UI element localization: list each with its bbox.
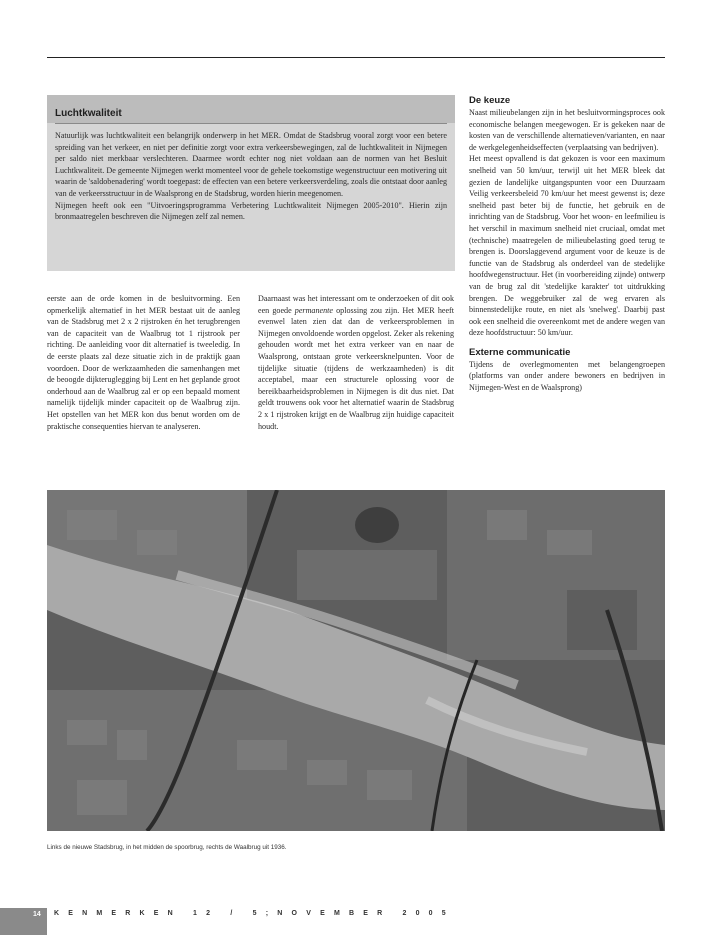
top-rule: [47, 57, 665, 58]
column-2-text: [258, 293, 454, 432]
page-number: 14: [33, 911, 41, 918]
column-1-text: eerste aan de orde komen in de besluitvorming. Een opmerkelijk alternatief in het MER bestaat uit de aanleg van de Stadsbrug met 2 x 2 rijstroken én het terugbrengen van de capaciteit van de Waalbrug tot 1 rijstrook per richting. De aanleiding voor dit alternatief is tweeledig. In de eerste plaats zal deze situatie zich in de praktijk gaan voordoen. Door de werkzaamheden die samenhangen met de beoogde dijkteruglegging bij Lent en het geplande groot onderhoud aan de Waalbrug zal er op een bepaald moment namelijk tijdelijk minder capaciteit op de Waalbrug zijn. Het opstellen van het MER kon dus benut worden om de praktische consequenties hiervan te analyseren.: [47, 294, 240, 431]
body-column-2: [258, 293, 454, 432]
box-title: Luchtkwaliteit: [55, 108, 122, 119]
column-2-emphasis: permanente: [294, 305, 334, 315]
communicatie-text: Tijdens de overlegmomenten met belangengroepen (platforms van onder andere bewoners en bedrijven in Nijmegen-West en de Waalsprong): [469, 359, 665, 393]
heading-de-keuze: De keuze: [469, 95, 511, 106]
body-column-1: [47, 293, 240, 432]
body-column-3: [469, 95, 665, 394]
photo-caption: Links de nieuwe Stadsbrug, in het midden de spoorbrug, rechts de Waalbrug uit 1936.: [47, 844, 287, 851]
running-footer-title: KENMERKEN 12 / 5;NOVEMBER 2005: [54, 910, 455, 917]
heading-externe-communicatie: Externe communicatie: [469, 346, 571, 358]
luchtkwaliteit-box: [47, 95, 455, 271]
keuze-paragraph-2: Het meest opvallend is dat gekozen is voor een maximum snelheid van 50 km/uur, terwijl uit het MER bleek dat gezien de landelijke uitgangspunten voor een Duurzaam Veilig verkeersbeleid 70 km/uur het meest gewenst is; deze snelheid past beter bij de functie, het gebruik en de inrichting van de Stadsbrug. Voor het woon- en leefmilieu is het verschil in maximum snelheid niet cruciaal, omdat met (technische) maatregelen de milieubelasting goed terug te brengen is. Doorslaggevend argument voor de keuze is de functie van de Stadsbrug als onderdeel van de stedelijke hoofdwegenstructuur. Het (in voorbereiding zijnde) ontwerp van de brug zal dit 'stedelijke karakter' tot uitdrukking brengen. De weggebruiker zal de weg ervaren als binnenstedelijke route, en niet als 'snelweg'. Daarbij past ook een snelheid die overeenkomt met de andere wegen van deze hoofdstructuur: 50 km/uur.: [469, 154, 665, 338]
box-paragraph-1: Natuurlijk was luchtkwaliteit een belangrijk onderwerp in het MER. Omdat de Stadsbrug vooral zorgt voor een betere spreiding van het verkeer, en niet per definitie zorgt voor extra verkeersbewegingen, zal de luchtkwaliteit in Nijmegen per saldo niet merkbaar verslechteren. Daarmee wordt echter nog niet voldaan aan de normen van het Besluit Luchtkwaliteit. De gemeente Nijmegen werkt momenteel voor de gehele toekomstige wegenstructuur een motivering uit waarin de 'saldobenadering' wordt toegepast: de effecten van een betere verkeersverdeling, zoals die ontstaat door aanleg van de verkeersstructuur in de Waalsprong en de Stadsbrug, worden hierin meegenomen.: [55, 131, 447, 198]
aerial-photo: [47, 490, 665, 831]
aerial-photo-graphic: [47, 490, 665, 831]
column-2-text-end: oplossing zou zijn. Het MER heeft evenwel laten zien dat dan de verkeersproblemen in Nijmegen onvoldoende worden opgelost. Zeker als rekening gehouden wordt met het extra verkeer van en naar de Waalsprong, ontstaan grote verkeersknelpunten. Voor de tijdelijke situatie (tijdens de werkzaamheden) is dit acceptabel, maar een structurele oplossing voor de bereikbaarheidsproblemen in Nijmegen is dit dus niet. Dat geldt trouwens ook voor het alternatief waarin de Stadsbrug 2 x 1 rijstroken krijgt en de Waalbrug zijn huidige capaciteit houdt.: [258, 305, 454, 431]
column-2-text-start: Daarnaast was het interessant om te onderzoeken of dit ook een goede: [258, 294, 454, 315]
keuze-paragraph-1: Naast milieubelangen zijn in het besluitvormingsproces ook economische belangen meegewogen. Er is gekeken naar de kosten van de verschillende alternatieven/varianten, en naar de werkgelegenheidseffecten (verplaatsing van bedrijven).: [469, 108, 665, 152]
box-paragraph-2: Nijmegen heeft ook een "Uitvoeringsprogramma Verbetering Luchtkwaliteit Nijmegen 2005-2010". Hierin zijn bronmaatregelen beschreven die Nijmegen zelf zal nemen.: [55, 200, 447, 222]
box-body: [55, 123, 447, 223]
box-header: [47, 95, 455, 123]
